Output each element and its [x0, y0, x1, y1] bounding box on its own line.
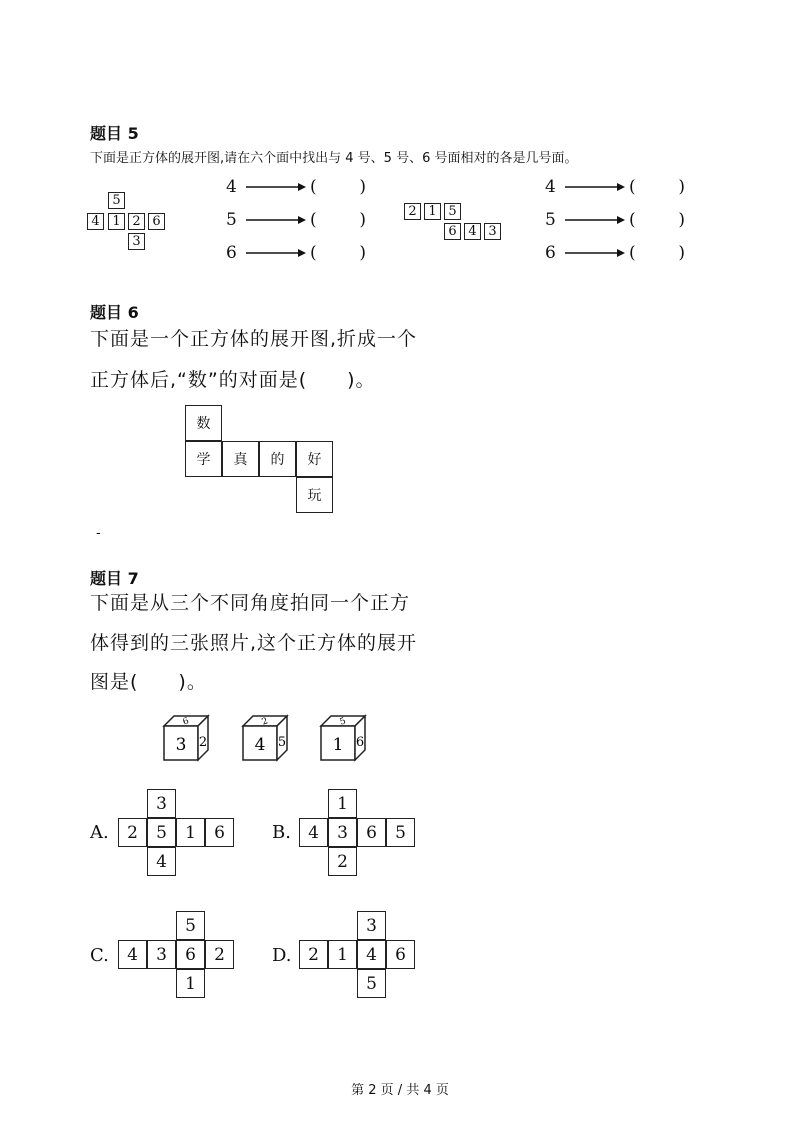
net-cell: 4 — [464, 223, 481, 240]
q7-text-line-3: 图是( )。 — [90, 671, 207, 693]
net-cell: 学 — [185, 441, 222, 477]
net-cell: 2 — [205, 940, 234, 969]
net-cell: 6 — [176, 940, 205, 969]
net-cell: 2 — [299, 940, 328, 969]
net-cell: 6 — [386, 940, 415, 969]
q7-title: 题目 7 — [90, 569, 139, 588]
net-cell: 的 — [259, 441, 296, 477]
cube-front-face: 1 — [332, 735, 344, 755]
net-cell: 3 — [147, 940, 176, 969]
net-cell: 6 — [444, 223, 461, 240]
net-cell: 3 — [147, 789, 176, 818]
right-arrow-icon — [565, 215, 625, 225]
net-cell: 6 — [148, 213, 165, 230]
face-number: 4 — [545, 177, 556, 197]
net-cell: 5 — [357, 969, 386, 998]
cube-side-face: 2 — [198, 735, 208, 750]
cube-top-face: 6 — [181, 716, 191, 728]
q6-title: 题目 6 — [90, 303, 139, 322]
cube-side-face: 6 — [355, 735, 365, 750]
answer-blank[interactable]: ( ) — [629, 210, 685, 230]
answer-blank[interactable]: ( ) — [629, 177, 685, 197]
q6-text-line-2: 正方体后,“数”的对面是( )。 — [90, 369, 376, 391]
net-cell: 5 — [176, 911, 205, 940]
net-cell: 5 — [444, 203, 461, 220]
stray-mark: - — [96, 526, 101, 541]
cube-side-face: 5 — [277, 735, 287, 750]
answer-blank[interactable]: ( ) — [629, 243, 685, 263]
answer-blank[interactable]: ( ) — [310, 210, 366, 230]
net-cell: 4 — [147, 847, 176, 876]
net-cell: 3 — [328, 818, 357, 847]
cube-front-face: 3 — [175, 735, 187, 755]
cube-photo — [160, 712, 212, 764]
net-cell: 真 — [222, 441, 259, 477]
net-cell: 1 — [176, 969, 205, 998]
right-arrow-icon — [565, 248, 625, 258]
net-cell: 2 — [328, 847, 357, 876]
page-footer: 第 2 页 / 共 4 页 — [351, 1083, 449, 1098]
right-arrow-icon — [565, 182, 625, 192]
net-cell: 4 — [87, 213, 104, 230]
answer-blank[interactable]: ( ) — [310, 177, 366, 197]
net-cell: 1 — [108, 213, 125, 230]
net-cell: 4 — [357, 940, 386, 969]
net-cell: 3 — [128, 233, 145, 250]
option-c-label[interactable]: C. — [90, 945, 109, 966]
q5-answer-row — [226, 177, 366, 197]
cube-top-face: 5 — [338, 716, 348, 728]
net-cell: 4 — [118, 940, 147, 969]
net-cell: 2 — [118, 818, 147, 847]
net-cell: 3 — [357, 911, 386, 940]
right-arrow-icon — [246, 215, 306, 225]
net-cell: 1 — [424, 203, 441, 220]
q5-answer-row — [226, 243, 366, 263]
net-cell: 1 — [328, 789, 357, 818]
net-cell: 好 — [296, 441, 333, 477]
option-d-label[interactable]: D. — [272, 945, 292, 966]
cube-front-face: 4 — [254, 735, 266, 755]
net-cell: 5 — [386, 818, 415, 847]
face-number: 5 — [226, 210, 237, 230]
net-cell: 5 — [108, 192, 125, 209]
face-number: 6 — [226, 243, 237, 263]
q5-answer-row — [545, 210, 685, 230]
q5-prompt: 下面是正方体的展开图,请在六个面中找出与 4 号、5 号、6 号面相对的各是几号面。 — [90, 151, 578, 166]
right-arrow-icon — [246, 248, 306, 258]
q5-answer-row — [545, 177, 685, 197]
q5-title: 题目 5 — [90, 124, 139, 143]
net-cell: 2 — [404, 203, 421, 220]
net-cell: 4 — [299, 818, 328, 847]
face-number: 4 — [226, 177, 237, 197]
answer-blank[interactable]: ( ) — [310, 243, 366, 263]
net-cell: 2 — [128, 213, 145, 230]
q7-text-line-1: 下面是从三个不同角度拍同一个正方 — [90, 592, 411, 614]
net-cell: 1 — [328, 940, 357, 969]
net-cell: 数 — [185, 405, 222, 441]
cube-photo — [317, 712, 369, 764]
net-cell: 3 — [484, 223, 501, 240]
option-a-label[interactable]: A. — [90, 822, 109, 843]
cube-top-face: 2 — [260, 716, 270, 728]
face-number: 5 — [545, 210, 556, 230]
face-number: 6 — [545, 243, 556, 263]
net-cell: 6 — [205, 818, 234, 847]
q6-text-line-1: 下面是一个正方体的展开图,折成一个 — [90, 328, 418, 350]
net-cell: 5 — [147, 818, 176, 847]
net-cell: 1 — [176, 818, 205, 847]
net-cell: 6 — [357, 818, 386, 847]
cube-photo — [239, 712, 291, 764]
q7-text-line-2: 体得到的三张照片,这个正方体的展开 — [90, 632, 418, 654]
option-b-label[interactable]: B. — [272, 822, 291, 843]
net-cell: 玩 — [296, 477, 333, 513]
right-arrow-icon — [246, 182, 306, 192]
q5-answer-row — [226, 210, 366, 230]
q5-answer-row — [545, 243, 685, 263]
